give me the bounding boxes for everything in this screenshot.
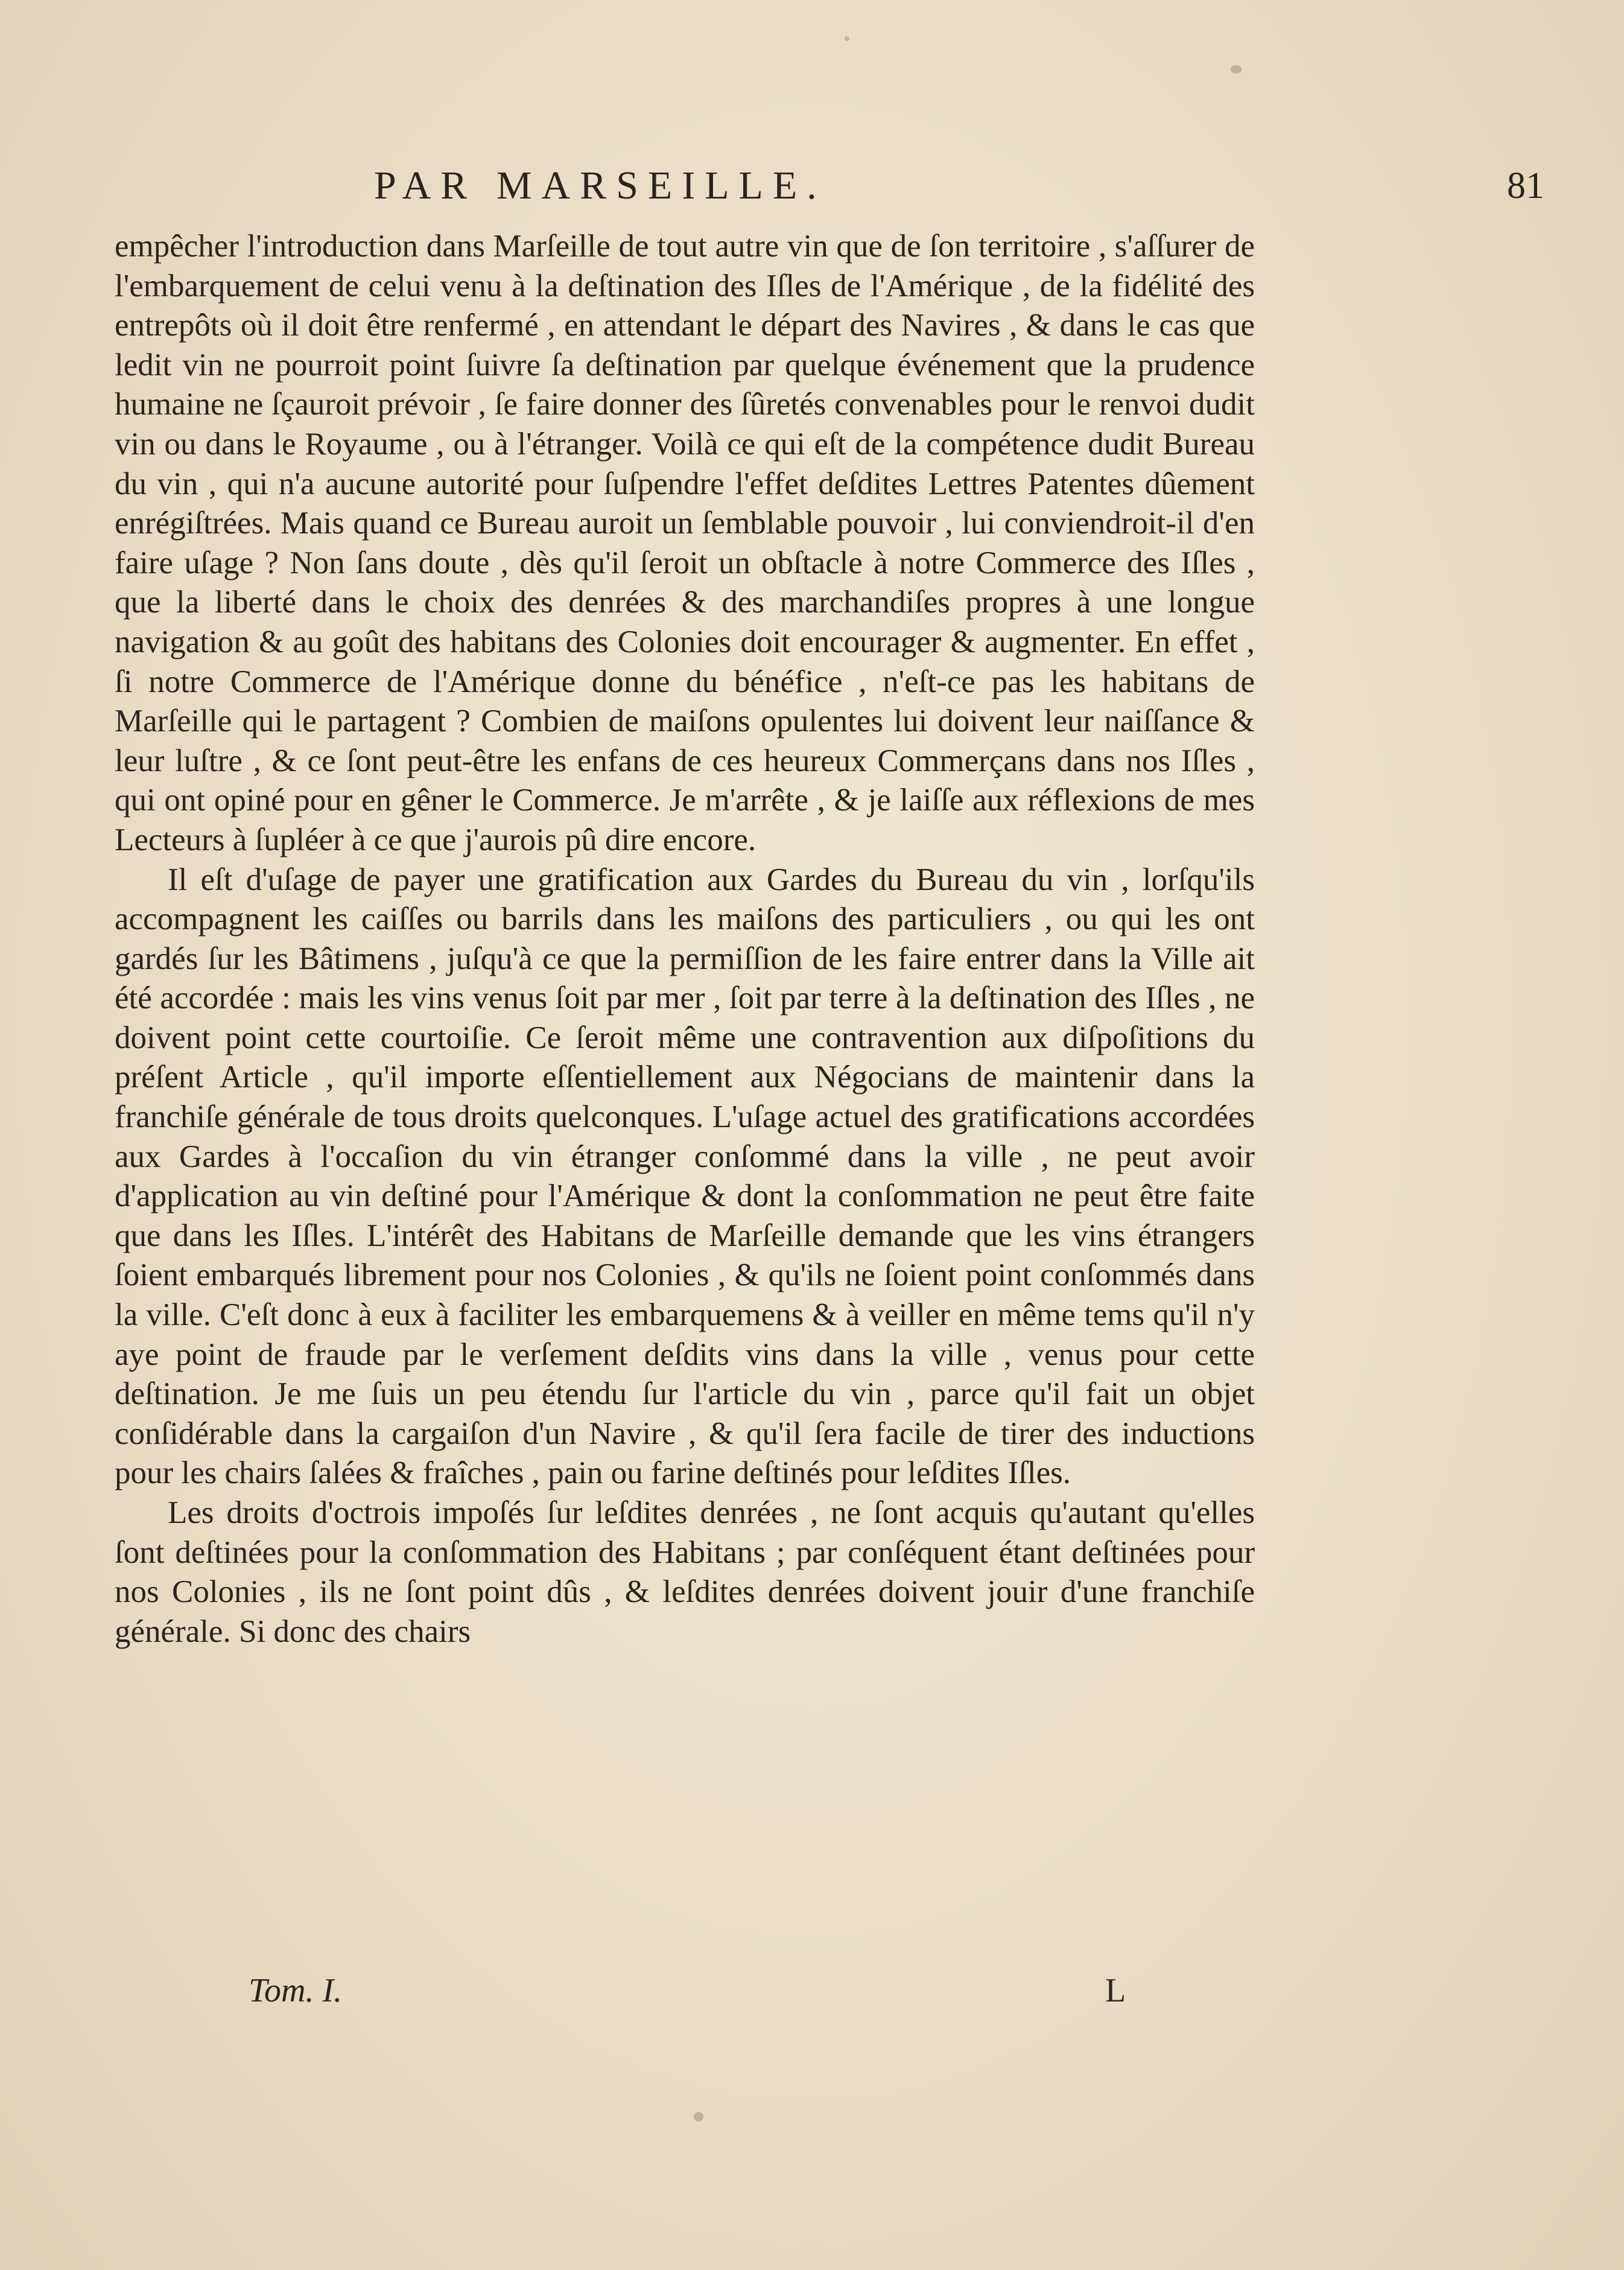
ink-speck <box>845 36 849 41</box>
page-header <box>115 162 1544 210</box>
running-head: PAR MARSEILLE. <box>374 164 826 208</box>
paragraph: Il eſt d'uſage de payer une gratification aux Gardes du Bureau du vin , lorſqu'ils accompagnent les caiſſes ou barrils dans les maiſons des particuliers , ou qui les ont gardés ſur les Bâtimens , juſqu'à ce que la permiſſion de les faire entrer dans la Ville ait été accordée : mais les vins venus ſoit par mer , ſoit par terre à la deſtination des Iſles , ne doivent point cette courtoiſie. Ce ſeroit même une contravention aux diſpoſitions du préſent Article , qu'il importe eſſentiellement aux Négocians de maintenir dans la franchiſe générale de tous droits quelconques. L'uſage actuel des gratifications accordées aux Gardes à l'occaſion du vin étranger conſommé dans la ville , ne peut avoir d'application au vin deſtiné pour l'Amérique & dont la conſommation ne peut être faite que dans les Iſles. L'intérêt des Habitans de Marſeille demande que les vins étrangers ſoient embarqués librement pour nos Colonies , & qu'ils ne ſoient point conſommés dans la ville. C'eſt donc à eux à faciliter les embarquemens & à veiller en même tems qu'il n'y aye point de fraude par le verſement deſdits vins dans la ville , venus pour cette deſtination. Je me ſuis un peu étendu ſur l'article du vin , parce qu'il fait un objet conſidérable dans la cargaiſon d'un Navire , & qu'il ſera facile de tirer des inductions pour les chairs ſalées & fraîches , pain ou farine deſtinés pour leſdites Iſles. <box>115 862 1255 1491</box>
body-text <box>115 227 1255 1652</box>
page-number: 81 <box>1507 165 1544 206</box>
signature-mark: L <box>1105 1972 1126 2009</box>
ink-speck <box>1231 65 1242 74</box>
paragraph: Les droits d'octrois impoſés ſur leſdites denrées , ne ſont acquis qu'autant qu'elles ſont deſtinées pour la conſommation des Habitans ; par conſéquent étant deſtinées pour nos Colonies , ils ne ſont point dûs , & leſdites denrées doivent jouir d'une franchiſe générale. Si donc des chairs <box>115 1495 1255 1649</box>
volume-indicator: Tom. I. <box>249 1972 343 2009</box>
paragraph: empêcher l'introduction dans Marſeille de tout autre vin que de ſon territoire , s'aſſurer de l'embarquement de celui venu à la deſtination des Iſles de l'Amérique , de la fidélité des entrepôts où il doit être renfermé , en attendant le départ des Navires , & dans le cas que ledit vin ne pourroit point ſuivre ſa deſtination par quelque événement que la prudence humaine ne ſçauroit prévoir , ſe faire donner des ſûretés convenables pour le renvoi dudit vin ou dans le Royaume , ou à l'étranger. Voilà ce qui eſt de la compétence dudit Bureau du vin , qui n'a aucune autorité pour ſuſpendre l'effet deſdites Lettres Patentes dûement enrégiſtrées. Mais quand ce Bureau auroit un ſemblable pouvoir , lui conviendroit-il d'en faire uſage ? Non ſans doute , dès qu'il ſeroit un obſtacle à notre Commerce des Iſles , que la liberté dans le choix des denrées & des marchandiſes propres à une longue navigation & au goût des habitans des Colonies doit encourager & augmenter. En effet , ſi notre Commerce de l'Amérique donne du bénéfice , n'eſt-ce pas les habitans de Marſeille qui le partagent ? Combien de maiſons opulentes lui doivent leur naiſſance & leur luſtre , & ce ſont peut-être les enfans de ces heureux Commerçans dans nos Iſles , qui ont opiné pour en gêner le Commerce. Je m'arrête , & je laiſſe aux réflexions de mes Lecteurs à ſupléer à ce que j'aurois pû dire encore. <box>115 229 1255 857</box>
page-footer <box>115 1970 1255 2012</box>
ink-speck <box>694 2112 703 2122</box>
